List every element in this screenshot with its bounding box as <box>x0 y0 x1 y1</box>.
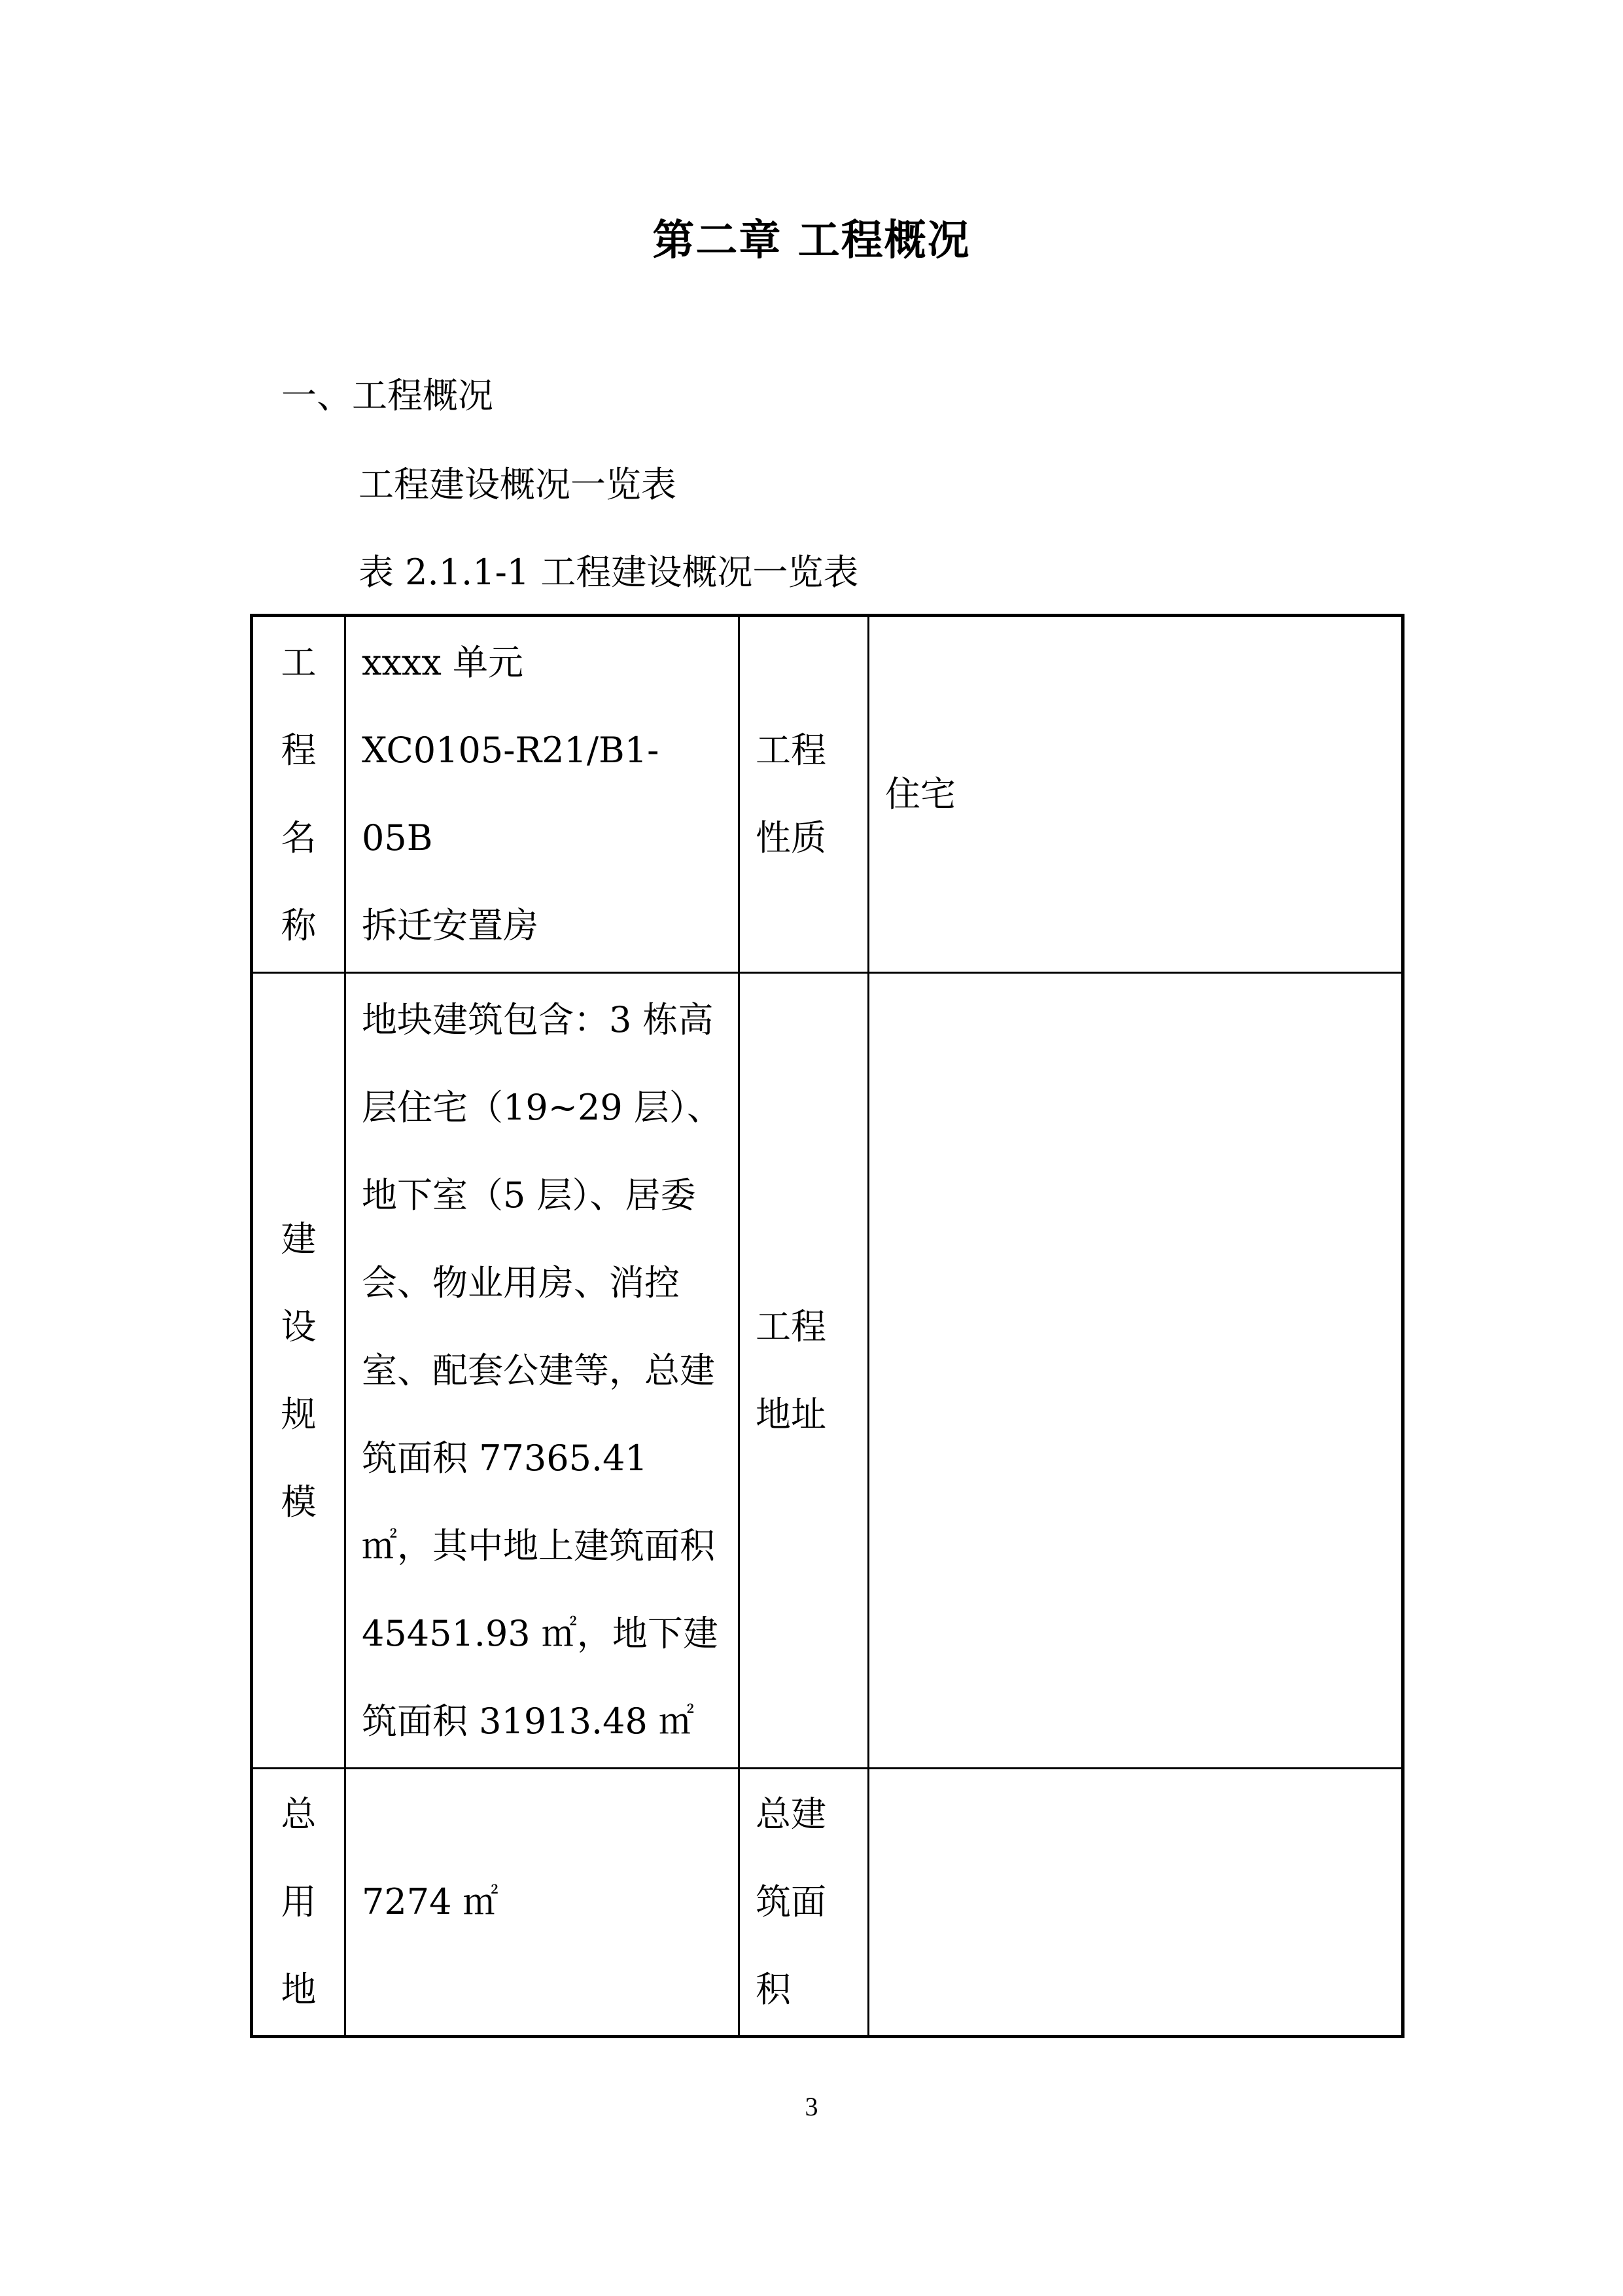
total-floor-area-value <box>869 1769 1403 2037</box>
project-name-line: xxxx 单元 <box>362 642 523 683</box>
label-char: 设 <box>281 1305 317 1347</box>
project-property-label <box>739 616 869 973</box>
label-char: 规 <box>281 1393 317 1435</box>
label-line: 地址 <box>756 1393 826 1435</box>
label-line: 筑面 <box>756 1881 826 1922</box>
label-line: 工程 <box>756 1305 826 1347</box>
table-caption: 表 2.1.1-1 工程建设概况一览表 <box>358 552 859 593</box>
label-char: 模 <box>281 1481 317 1523</box>
project-overview-table <box>250 614 1405 2038</box>
table-row-total-land <box>252 1769 1403 2037</box>
project-name-line: 拆迁安置房 <box>362 905 538 946</box>
construction-scale-label <box>252 973 345 1769</box>
project-address-label <box>739 973 869 1769</box>
label-line: 工程 <box>756 730 826 771</box>
label-char: 总 <box>281 1793 317 1835</box>
table-heading: 工程建设概况一览表 <box>358 464 676 505</box>
label-char: 称 <box>281 905 317 946</box>
total-floor-area-label <box>739 1769 869 2037</box>
project-name-value <box>345 616 739 973</box>
label-char: 工 <box>281 642 317 683</box>
label-char: 用 <box>281 1881 317 1922</box>
total-land-value: 7274 ㎡ <box>345 1769 739 2037</box>
project-name-label <box>252 616 345 973</box>
section-heading: 一、工程概况 <box>281 375 493 416</box>
label-line: 性质 <box>756 817 826 858</box>
page-number: 3 <box>805 2092 818 2121</box>
total-land-label <box>252 1769 345 2037</box>
label-line: 积 <box>756 1969 791 2010</box>
label-char: 名 <box>281 817 317 858</box>
table-row-construction-scale <box>252 973 1403 1769</box>
label-char: 建 <box>281 1218 317 1260</box>
chapter-title: 第二章 工程概况 <box>652 217 971 265</box>
project-address-value <box>869 973 1403 1769</box>
label-char: 地 <box>281 1969 317 2010</box>
label-line: 总建 <box>756 1793 826 1835</box>
project-property-value: 住宅 <box>869 616 1403 973</box>
table-row-project-name <box>252 616 1403 973</box>
project-name-line: XC0105-R21/B1-05B <box>362 730 659 858</box>
label-char: 程 <box>281 730 317 771</box>
construction-scale-value: 地块建筑包含：3 栋高层住宅（19~29 层）、地下室（5 层）、居委会、物业用房、消控室、配套公建等，总建筑面积 77365.41 ㎡，其中地上建筑面积 45451.93 ㎡，地下建筑面积 31913.48 ㎡ <box>345 973 739 1769</box>
